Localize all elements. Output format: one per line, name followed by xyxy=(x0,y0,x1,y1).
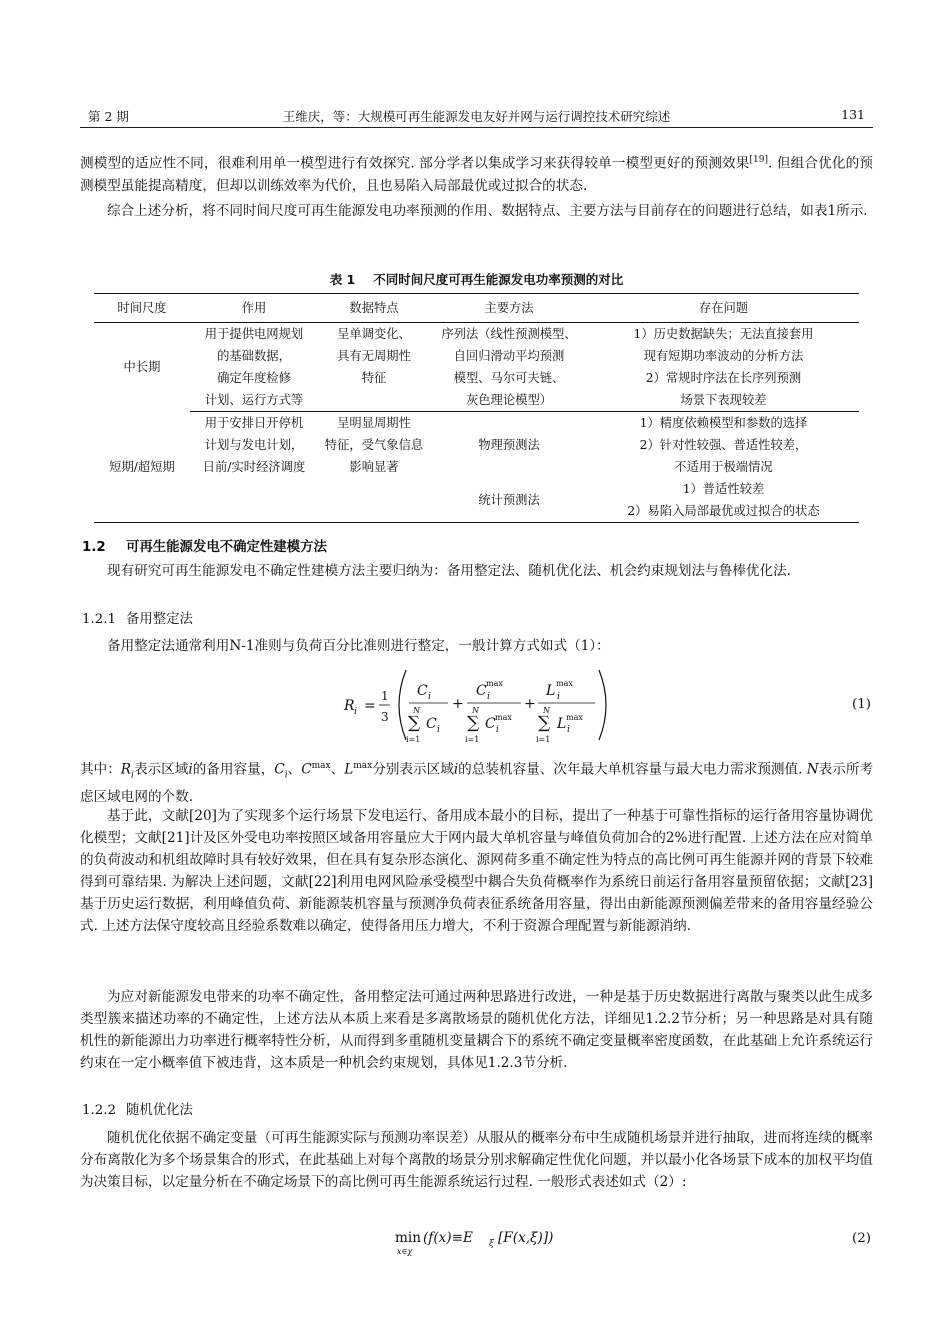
svg-text:i: i xyxy=(567,725,570,735)
svg-text:max: max xyxy=(556,679,573,688)
equation-1-svg xyxy=(80,662,873,748)
svg-text:i: i xyxy=(354,707,357,717)
cell-method-physical: 物理预测法 xyxy=(430,412,588,479)
svg-text:ξ: ξ xyxy=(489,1239,494,1249)
svg-text:i: i xyxy=(487,692,490,702)
equation-2-svg xyxy=(80,1224,873,1260)
svg-text:[F(x,ξ)]): [F(x,ξ)]) xyxy=(498,1230,554,1246)
equation-1 xyxy=(80,662,873,748)
svg-text:+: + xyxy=(452,696,464,712)
svg-text:i: i xyxy=(437,725,440,735)
section-heading-1-2-2: 1.2.2 随机优化法 xyxy=(82,1103,193,1118)
paragraph-stochastic-optimization: 随机优化依据不确定变量（可再生能源实际与预测功率误差）从服从的概率分布中生成随机场景并进行抽取，进而将连续的概率分布离散化为多个场景集合的形式，在此基础上对每个离散的场景分别求解确定性优化问题，并以最小化各场景下成本的加权平均值为决策目标，以定量分析在不确定场景下的高比例可再生能源系统运行过程. 一般形式表述如式（2）: xyxy=(80,1130,873,1190)
paragraph-forecast-models: 测模型的适应性不同，很难利用单一模型进行有效探究. 部分学者以集成学习来获得较单一模型更好的预测效果[19]. 但组合优化的预测模型虽能提高精度，但却以训练效率为代价，且也易陷入局部最优或过拟合的状态. xyxy=(80,155,873,194)
paragraph-where-clause: 其中：$R_i$表示区域i的备用容量，$C_i$、$C^{max}$、$L^{max}$分别表示区域i的总装机容量、次年最大单机容量与最大电力需求预测值. N表示所考虑区域电网的个数. xyxy=(80,761,874,806)
cell-feature: 呈明显周期性 特征，受气象信息 影响显著 xyxy=(318,412,430,523)
paragraph-summary: 综合上述分析，将不同时间尺度可再生能源发电功率预测的作用、数据特点、主要方法与目前存在的问题进行总结，如表1所示. xyxy=(107,203,868,219)
svg-text:max: max xyxy=(566,713,583,722)
svg-text:1: 1 xyxy=(381,689,389,703)
table-row-mid-long xyxy=(94,323,859,412)
svg-text:L: L xyxy=(557,716,567,732)
svg-text:+: + xyxy=(524,696,536,712)
forecast-comparison-table xyxy=(94,293,859,523)
svg-text:max: max xyxy=(495,713,512,722)
svg-text:i: i xyxy=(496,725,499,735)
page-number: 131 xyxy=(841,107,865,122)
svg-text:C: C xyxy=(417,683,428,699)
svg-text:R: R xyxy=(344,698,355,714)
svg-text:C: C xyxy=(485,716,496,732)
svg-text:(1): (1) xyxy=(852,697,871,712)
svg-text:i=1: i=1 xyxy=(406,735,421,744)
svg-text:x∈χ: x∈χ xyxy=(397,1247,413,1256)
svg-text:i: i xyxy=(557,692,560,702)
svg-text:3: 3 xyxy=(381,710,389,724)
table-header-row xyxy=(94,294,859,323)
svg-text:i=1: i=1 xyxy=(465,735,480,744)
paragraph-literature-review: 基于此，文献[20]为了实现多个运行场景下发电运行、备用成本最小的目标，提出了一种基于可靠性指标的运行备用容量协调优化模型；文献[21]计及区外受电功率按照区域备用容量应大于网内最大单机容量与峰值负荷加合的2%进行配置. 上述方法在应对简单的负荷波动和机组故障时具有较好效果，但在具有复杂形态演化、源网荷多重不确定性为特点的高比例可再生能源并网的背景下较难得到可靠结果. 为解决上述问题，文献[22]利用电网风险承受模型中耦合失负荷概率作为系统日前运行备用容量预留依据；文献[23]基于历史运行数据，利用峰值负荷、新能源装机容量与预测净负荷表征系统备用容量，得出由新能源预测偏差带来的备用容量经验公式. 上述方法保守度较高且经验系数难以确定，使得备用压力增大，不利于资源合理配置与新能源消纳. xyxy=(80,808,873,934)
table-number: 表 1 xyxy=(329,272,356,287)
citation-19: [19] xyxy=(749,155,768,165)
table-caption xyxy=(80,270,873,288)
paragraph-methods-overview: 现有研究可再生能源发电不确定性建模方法主要归纳为：备用整定法、随机优化法、机会约束规划法与鲁棒优化法. xyxy=(107,563,792,579)
svg-text:i=1: i=1 xyxy=(536,735,551,744)
cell-method: 序列法（线性预测模型、 自回归滑动平均预测 模型、马尔可夫链、 灰色理论模型） xyxy=(441,327,577,407)
svg-text:i: i xyxy=(428,692,431,702)
svg-text:∑: ∑ xyxy=(467,713,480,733)
running-title: 王维庆，等：大规模可再生能源发电友好并网与运行调控技术研究综述 xyxy=(282,109,671,124)
cell-method-statistical: 统计预测法 xyxy=(430,478,588,523)
svg-text:N: N xyxy=(413,706,420,715)
col-header-method: 主要方法 xyxy=(430,294,588,323)
equation-2 xyxy=(80,1224,873,1260)
svg-text:∑: ∑ xyxy=(538,713,551,733)
col-header-feature: 数据特点 xyxy=(318,294,430,323)
col-header-scale: 时间尺度 xyxy=(94,294,190,323)
svg-text:∑: ∑ xyxy=(408,713,421,733)
cell-issue-physical: 1）精度依赖模型和参数的选择 2）针对性较强、普适性较差， 不适用于极端情况 xyxy=(588,412,859,479)
cell-issue-statistical: 1）普适性较差 2）易陷入局部最优或过拟合的状态 xyxy=(588,478,859,523)
col-header-role: 作用 xyxy=(190,294,318,323)
cell-role: 用于安排日开停机 计划与发电计划， 日前/实时经济调度 xyxy=(190,412,318,523)
cell-role: 用于提供电网规划 的基础数据， 确定年度检修 计划、运行方式等 xyxy=(204,327,304,407)
cell-scale: 短期/超短期 xyxy=(94,412,190,523)
section-heading-1-2: 1.2 可再生能源发电不确定性建模方法 xyxy=(82,540,327,555)
svg-text:C: C xyxy=(426,716,437,732)
paragraph-improvement-ideas: 为应对新能源发电带来的功率不确定性，备用整定法可通过两种思路进行改进，一种是基于历史数据进行离散与聚类以此生成多类型簇来描述功率的不确定性，上述方法从本质上来看是多离散场景的随机优化方法，详细见1.2.2节分析；另一种思路是对具有随机性的新能源出力功率进行概率特性分析，从而得到多重随机变量耦合下的系统不确定变量概率密度函数，在此基础上允许系统运行约束在一定小概率值下被违背，这本质是一种机会约束规划，具体见1.2.3节分析. xyxy=(80,989,873,1071)
svg-text:N: N xyxy=(472,706,479,715)
running-header xyxy=(80,107,873,128)
svg-text:(2): (2) xyxy=(852,1231,871,1246)
table-row-short-physical xyxy=(94,412,859,479)
col-header-issue: 存在问题 xyxy=(588,294,859,323)
cell-issue: 1）历史数据缺失；无法直接套用 现有短期功率波动的分析方法 2）常规时序法在长序列预测 场景下表现较差 xyxy=(633,327,814,407)
svg-text:(f(x)≡E: (f(x)≡E xyxy=(423,1230,473,1246)
svg-text:max: max xyxy=(486,679,503,688)
svg-text:=: = xyxy=(364,698,376,714)
svg-text:L: L xyxy=(546,683,556,699)
svg-text:N: N xyxy=(543,706,550,715)
cell-scale: 中长期 xyxy=(123,360,161,375)
section-heading-1-2-1: 1.2.1 备用整定法 xyxy=(82,612,193,627)
svg-text:min: min xyxy=(395,1230,421,1246)
issue-number: 第 2 期 xyxy=(88,109,129,124)
cell-feature: 呈单调变化、 具有无周期性 特征 xyxy=(337,327,411,385)
table-title: 不同时间尺度可再生能源发电功率预测的对比 xyxy=(373,272,624,287)
paragraph-reserve-setting: 备用整定法通常利用N-1准则与负荷百分比准则进行整定，一般计算方式如式（1）： xyxy=(107,638,610,654)
svg-text:C: C xyxy=(476,683,487,699)
